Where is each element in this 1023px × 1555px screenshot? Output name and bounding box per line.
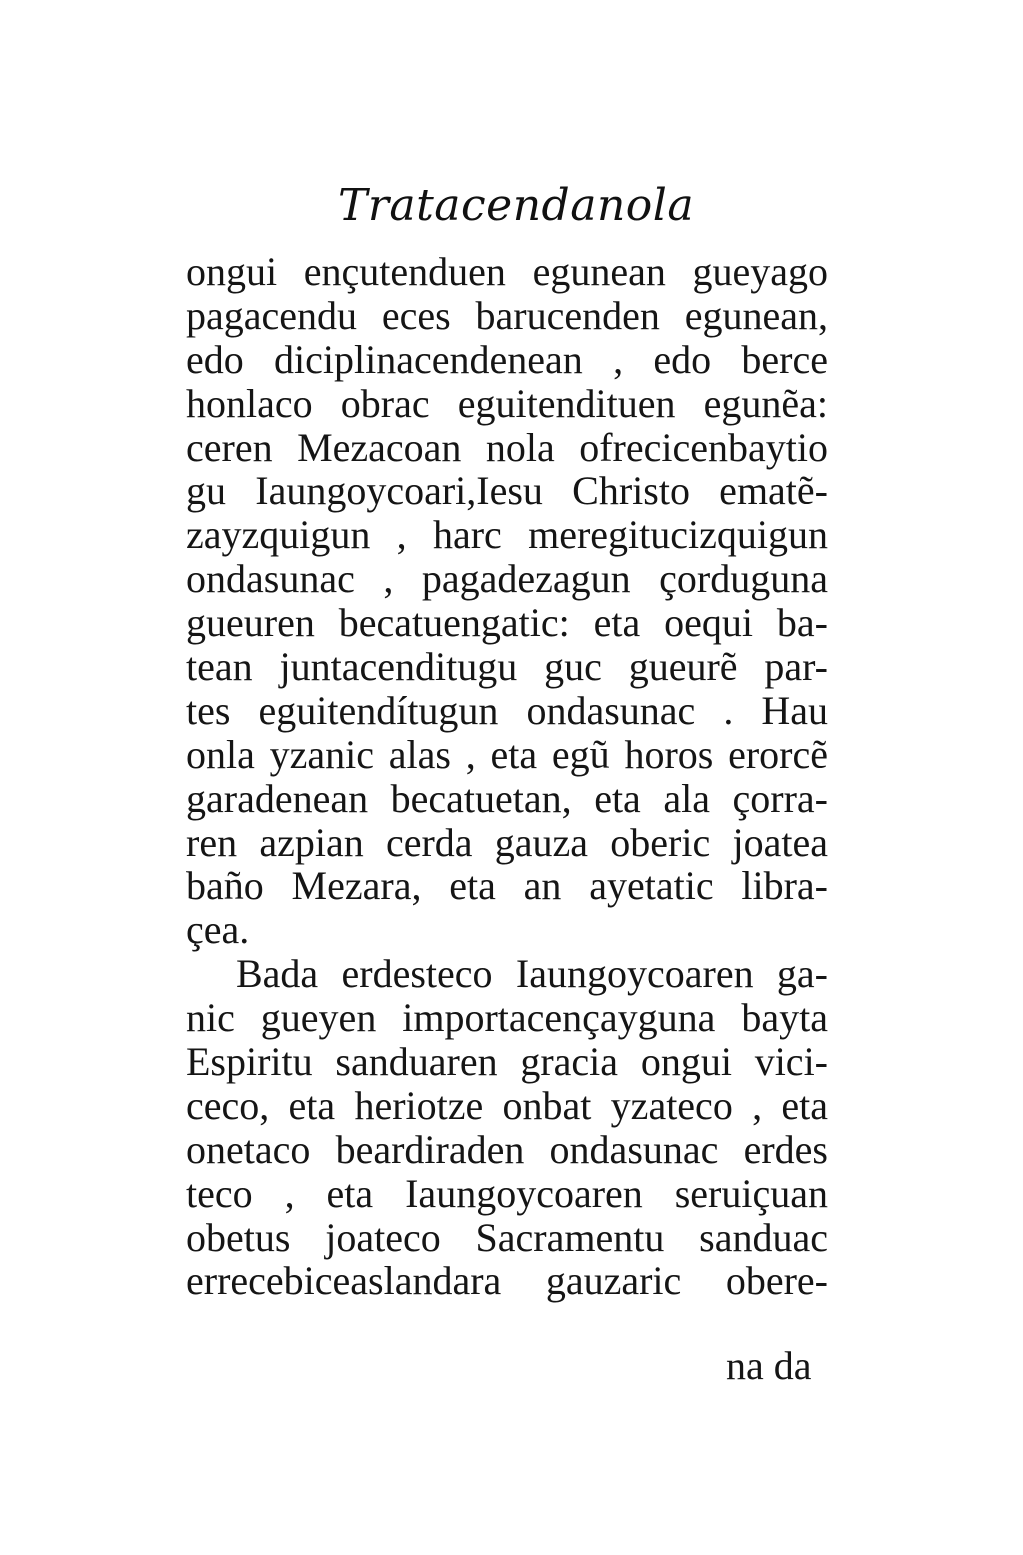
text-line: obetus joateco Sacramentu sanduac bbox=[186, 1214, 828, 1260]
text-line: teco , eta Iaungoycoaren seruiçuan bbox=[186, 1170, 828, 1216]
text-line: tean juntacenditugu guc gueurẽ par- bbox=[186, 644, 828, 690]
text-line: ceco, eta heriotze onbat yzateco , eta bbox=[186, 1082, 828, 1128]
running-head: Tratacendanola bbox=[338, 180, 695, 231]
body-text bbox=[186, 250, 828, 1303]
text-line: edo diciplinacendenean , edo berce bbox=[186, 336, 828, 382]
text-line: Bada erdesteco Iaungoycoaren ga- bbox=[236, 951, 828, 997]
catchword: na da bbox=[726, 1343, 812, 1388]
text-line: tes eguitendítugun ondasunac . Hau bbox=[186, 687, 828, 733]
text-line: baño Mezara, eta an ayetatic libra- bbox=[186, 863, 828, 909]
text-line: Espiritu sanduaren gracia ongui vici- bbox=[186, 1039, 828, 1085]
text-line: onetaco beardiraden ondasunac erdes bbox=[186, 1126, 828, 1172]
text-line: ren azpian cerda gauza oberic joatea bbox=[186, 819, 828, 865]
text-line: gueuren becatuengatic: eta oequi ba- bbox=[186, 600, 828, 646]
text-line: honlaco obrac eguitendituen egunẽa: bbox=[186, 380, 828, 426]
text-line: nic gueyen importacençayguna bayta bbox=[186, 995, 828, 1041]
text-line: onla yzanic alas , eta egũ horos erorcẽ bbox=[186, 731, 828, 777]
text-line: çea. bbox=[186, 907, 250, 953]
text-line: pagacendu eces barucenden egunean, bbox=[186, 292, 828, 338]
text-line: ongui ençutenduen egunean gueyago bbox=[186, 249, 828, 294]
text-line: zayzquigun , harc meregitucizquigun bbox=[186, 512, 828, 558]
text-line: ondasunac , pagadezagun çorduguna bbox=[186, 556, 828, 602]
text-line: garadenean becatuetan, eta ala çorra- bbox=[186, 775, 828, 821]
text-line: errecebiceaslandara gauzaric obere- bbox=[186, 1258, 828, 1304]
text-line: ceren Mezacoan nola ofrecicenbaytio bbox=[186, 424, 828, 470]
text-line: gu Iaungoycoari,Iesu Christo ematẽ- bbox=[186, 468, 828, 514]
